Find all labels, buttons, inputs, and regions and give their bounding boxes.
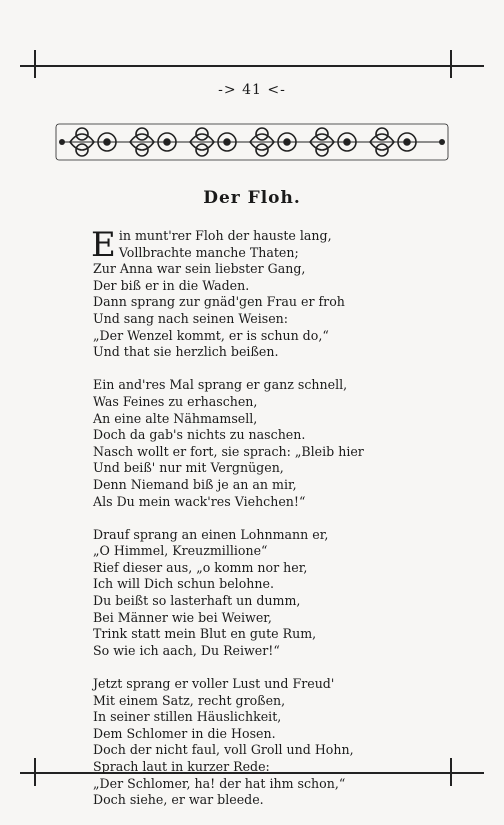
poem-line: So wie ich aach, Du Reiwer!“ [93,642,280,658]
poem-line: in munt'rer Floh der hauste lang, [118,228,332,243]
decorative-ornament [52,114,452,170]
poem-line: Doch siehe, er war bleede. [93,792,264,808]
poem-line: Und that sie herzlich beißen. [93,344,279,360]
poem-line: Denn Niemand biß je an an mir, [93,476,297,492]
poem-line: „Der Wenzel kommt, er is schun do,“ [93,327,329,343]
stanza-4 [93,676,463,809]
poem-line: Sprach laut in kurzer Rede: [93,759,270,774]
poem-line: Was Feines zu erhaschen, [93,393,258,409]
poem-line: Doch der nicht faul, voll Groll und Hohn, [93,742,354,758]
left-rule-bottom [34,758,36,786]
poem-line: Dann sprang zur gnäd'gen Frau er froh [93,294,345,310]
poem-line: Der biß er in die Waden. [93,277,250,293]
poem-line: „O Himmel, Kreuzmillione“ [93,543,268,559]
left-rule-top [34,50,36,78]
poem-title: Der Floh. [203,188,301,208]
poem-line: Bei Männer wie bei Weiwer, [93,609,272,625]
drop-cap: E [91,225,116,265]
poem-line: Jetzt sprang er voller Lust und Freud' [93,676,335,692]
poem-line: Zur Anna war sein liebster Gang, [93,261,306,277]
poem-line: Ich will Dich schun belohne. [93,576,274,592]
poem-line: Nasch wollt er fort, sie sprach: „Bleib hier [93,443,364,459]
poem-line: Dem Schlomer in die Hosen. [93,725,276,741]
page-number-text: -> 41 <- [218,82,286,98]
poem-body [91,225,463,825]
poem-line: Mit einem Satz, recht großen, [93,692,286,708]
stanza-1 [91,225,463,361]
poem-line: „Der Schlomer, ha! der hat ihm schon,“ [93,775,346,791]
poem-line: Trink statt mein Blut en gute Rum, [93,626,317,642]
poem-line: Doch da gab's nichts zu naschen. [93,427,306,443]
right-rule-top [450,50,452,78]
poem-line: Und sang nach seinen Weisen: [93,310,289,326]
poem-line: Drauf sprang an einen Lohnmann er, [93,526,329,542]
stanza-3 [93,527,463,660]
poem-line: Rief dieser aus, „o komm nor her, [93,559,308,575]
page-number [0,82,504,98]
top-rule [20,65,484,67]
poem-line: Du beißt so lasterhaft un dumm, [93,593,301,609]
poem-line: An eine alte Nähmamsell, [93,410,258,426]
poem-line: Ein and'res Mal sprang er ganz schnell, [93,377,348,393]
stanza-2 [93,377,463,510]
poem-line: In seiner stillen Häuslichkeit, [93,709,282,725]
poem-line: Als Du mein wack'res Viehchen!“ [93,493,306,509]
poem-line: Und beiß' nur mit Vergnügen, [93,460,284,476]
poem-line: Vollbrachte manche Thaten; [118,244,299,260]
